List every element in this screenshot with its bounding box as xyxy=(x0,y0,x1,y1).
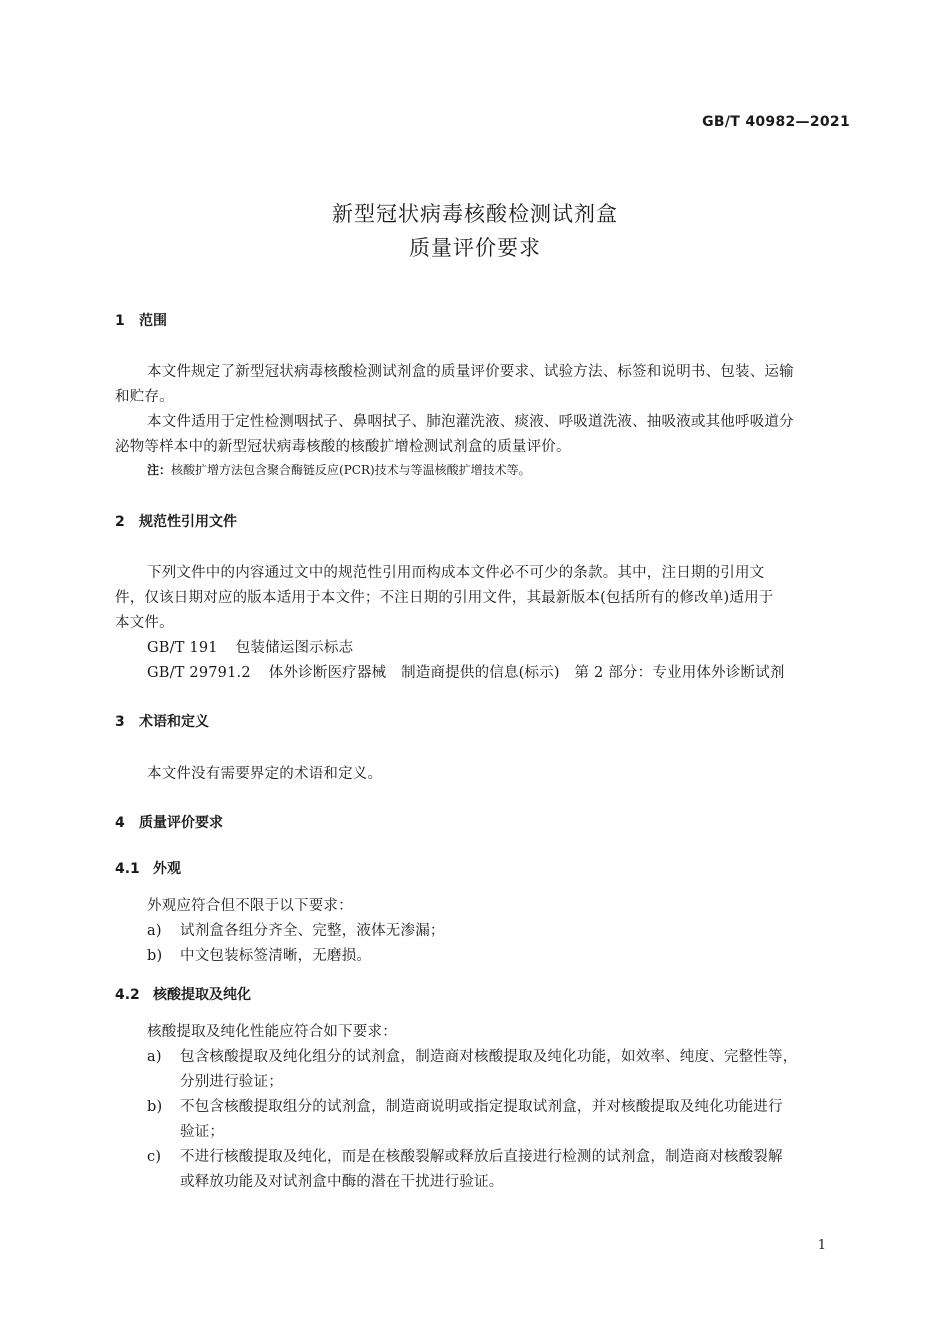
list-item xyxy=(147,919,445,940)
section-2-heading xyxy=(115,511,237,531)
section-title: 术语和定义 xyxy=(139,714,209,730)
scope-paragraph-1-line1: 本文件规定了新型冠状病毒核酸检测试剂盒的质量评价要求、试验方法、标签和说明书、包装、运输 xyxy=(147,364,794,380)
section-1-heading xyxy=(115,310,167,330)
section-title: 范围 xyxy=(139,313,167,329)
note-label: 注： xyxy=(147,463,172,477)
document-title-line2: 质量评价要求 xyxy=(409,236,541,260)
section-number: 1 xyxy=(115,313,125,329)
section-number: 2 xyxy=(115,514,125,530)
page-number: 1 xyxy=(817,1238,826,1253)
list-marker: c) xyxy=(147,1149,162,1165)
subsection-title: 外观 xyxy=(153,861,181,877)
normative-paragraph-line1: 下列文件中的内容通过文中的规范性引用而构成本文件必不可少的条款。其中，注日期的引用文 xyxy=(147,565,765,581)
scope-note xyxy=(147,461,531,478)
reference-code: GB/T 29791.2 xyxy=(147,665,251,681)
list-text: 中文包装标签清晰，无磨损。 xyxy=(180,948,372,964)
subsection-title: 核酸提取及纯化 xyxy=(153,987,251,1003)
document-title-line1: 新型冠状病毒核酸检测试剂盒 xyxy=(332,202,618,226)
list-text-continuation: 验证； xyxy=(180,1124,225,1140)
section-number: 3 xyxy=(115,714,125,730)
list-marker: a) xyxy=(147,923,162,939)
extraction-intro: 核酸提取及纯化性能应符合如下要求： xyxy=(147,1024,397,1040)
subsection-number: 4.1 xyxy=(115,861,140,877)
standard-number: GB/T 40982—2021 xyxy=(702,114,850,130)
section-3-heading xyxy=(115,711,209,731)
normative-paragraph-line3: 本文件。 xyxy=(115,615,174,631)
section-title: 规范性引用文件 xyxy=(139,514,237,530)
subsection-4-1-heading xyxy=(115,858,181,878)
list-item xyxy=(147,1145,783,1166)
reference-title: 体外诊断医疗器械 制造商提供的信息(标示) 第 2 部分：专业用体外诊断试剂 xyxy=(268,665,785,681)
normative-paragraph-line2: 件，仅该日期对应的版本适用于本文件；不注日期的引用文件，其最新版本(包括所有的修改单)适用于 xyxy=(115,590,774,606)
list-marker: b) xyxy=(147,1099,163,1115)
list-text-continuation: 分别进行验证； xyxy=(180,1074,283,1090)
reference-code: GB/T 191 xyxy=(147,640,218,656)
list-marker: a) xyxy=(147,1049,162,1065)
terms-paragraph: 本文件没有需要界定的术语和定义。 xyxy=(147,766,383,782)
list-text: 包含核酸提取及纯化组分的试剂盒，制造商对核酸提取及纯化功能，如效率、纯度、完整性等， xyxy=(180,1049,798,1065)
list-marker: b) xyxy=(147,948,163,964)
subsection-4-2-heading xyxy=(115,984,251,1004)
list-item xyxy=(147,1045,797,1066)
scope-paragraph-2-line2: 泌物等样本中的新型冠状病毒核酸的核酸扩增检测试剂盒的质量评价。 xyxy=(115,439,571,455)
list-text-continuation: 或释放功能及对试剂盒中酶的潜在干扰进行验证。 xyxy=(180,1174,504,1190)
reference-item xyxy=(147,636,353,657)
list-text: 试剂盒各组分齐全、完整，液体无渗漏； xyxy=(180,923,445,939)
list-text: 不进行核酸提取及纯化，而是在核酸裂解或释放后直接进行检测的试剂盒，制造商对核酸裂解 xyxy=(180,1149,783,1165)
section-number: 4 xyxy=(115,815,125,831)
appearance-intro: 外观应符合但不限于以下要求： xyxy=(147,898,353,914)
reference-title: 包装储运图示标志 xyxy=(235,640,354,656)
list-text: 不包含核酸提取组分的试剂盒，制造商说明或指定提取试剂盒，并对核酸提取及纯化功能进行 xyxy=(180,1099,783,1115)
list-item xyxy=(147,944,371,965)
list-item xyxy=(147,1095,783,1116)
section-title: 质量评价要求 xyxy=(139,815,223,831)
section-4-heading xyxy=(115,812,223,832)
scope-paragraph-2-line1: 本文件适用于定性检测咽拭子、鼻咽拭子、肺泡灌洗液、痰液、呼吸道洗液、抽吸液或其他呼吸道分 xyxy=(147,414,794,430)
scope-paragraph-1-line2: 和贮存。 xyxy=(115,389,174,405)
note-text: 核酸扩增方法包含聚合酶链反应(PCR)技术与等温核酸扩增技术等。 xyxy=(171,463,531,477)
reference-item xyxy=(147,661,785,682)
subsection-number: 4.2 xyxy=(115,987,140,1003)
